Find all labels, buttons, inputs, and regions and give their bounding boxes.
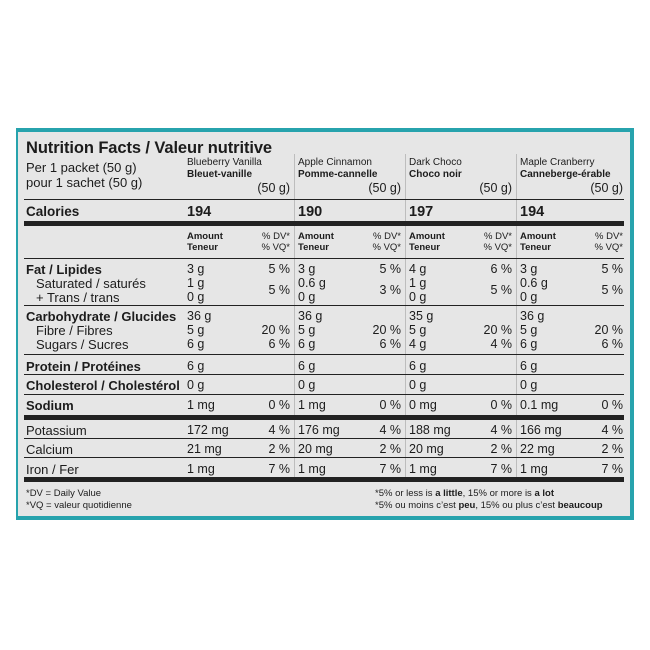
- sodium-value: 0.1 mg: [520, 398, 559, 412]
- saturated-trans-percent: 5 %: [268, 283, 290, 297]
- fat-rule: [24, 305, 624, 306]
- row-label-carbohydrate: Carbohydrate / Glucides: [26, 309, 177, 324]
- saturated-trans-percent: 5 %: [490, 283, 512, 297]
- header-teneur: Teneur: [187, 242, 218, 253]
- sugars-percent: 6 %: [379, 337, 401, 351]
- fat-value: 3 g: [520, 262, 538, 276]
- header-rule: [24, 258, 624, 259]
- product-serving-grams: (50 g): [257, 181, 290, 195]
- header-dv: % DV*: [484, 231, 512, 242]
- saturated-value: 0.6 g: [520, 276, 548, 290]
- potassium-value: 188 mg: [409, 423, 451, 437]
- fat-percent: 5 %: [601, 262, 623, 276]
- potassium-value: 166 mg: [520, 423, 562, 437]
- iron-value: 1 mg: [409, 462, 437, 476]
- iron-value: 1 mg: [298, 462, 326, 476]
- row-label-protein: Protein / Protéines: [26, 359, 141, 374]
- row-label-fibre: Fibre / Fibres: [36, 323, 113, 338]
- saturated-trans-percent: 5 %: [601, 283, 623, 297]
- header-vq: % VQ*: [372, 242, 401, 253]
- iron-value: 1 mg: [520, 462, 548, 476]
- calcium-percent: 2 %: [268, 442, 290, 456]
- sodium-percent: 0 %: [379, 398, 401, 412]
- fibre-percent: 20 %: [594, 323, 623, 337]
- fat-value: 3 g: [187, 262, 205, 276]
- product-name-fr: Bleuet-vanille: [187, 169, 253, 180]
- iron-value: 1 mg: [187, 462, 215, 476]
- header-amount: Amount: [298, 231, 334, 242]
- row-label-sodium: Sodium: [26, 398, 74, 413]
- sugars-value: 6 g: [187, 337, 205, 351]
- calcium-rule: [24, 457, 624, 458]
- column-divider: [516, 154, 517, 478]
- potassium-percent: 4 %: [379, 423, 401, 437]
- sugars-value: 6 g: [298, 337, 316, 351]
- fat-value: 4 g: [409, 262, 427, 276]
- sodium-value: 1 mg: [298, 398, 326, 412]
- row-label-iron: Iron / Fer: [26, 462, 79, 477]
- fat-percent: 6 %: [490, 262, 512, 276]
- potassium-percent: 4 %: [490, 423, 512, 437]
- fibre-value: 5 g: [298, 323, 316, 337]
- product-name-en: Apple Cinnamon: [298, 157, 372, 168]
- calories-value: 197: [409, 204, 434, 220]
- header-amount: Amount: [187, 231, 223, 242]
- row-label-calcium: Calcium: [26, 442, 73, 457]
- protein-rule: [24, 374, 624, 375]
- potassium-percent: 4 %: [601, 423, 623, 437]
- product-name-en: Maple Cranberry: [520, 157, 595, 168]
- calcium-percent: 2 %: [601, 442, 623, 456]
- fibre-percent: 20 %: [483, 323, 512, 337]
- protein-value: 6 g: [187, 359, 205, 373]
- sodium-percent: 0 %: [490, 398, 512, 412]
- cholesterol-value: 0 g: [520, 378, 538, 392]
- sodium-value: 1 mg: [187, 398, 215, 412]
- calories-value: 194: [187, 204, 212, 220]
- serving-size-en: Per 1 packet (50 g): [26, 160, 137, 175]
- protein-value: 6 g: [409, 359, 427, 373]
- serving-size-fr: pour 1 sachet (50 g): [26, 175, 143, 190]
- header-teneur: Teneur: [409, 242, 440, 253]
- product-name-en: Blueberry Vanilla: [187, 157, 262, 168]
- protein-value: 6 g: [520, 359, 538, 373]
- fibre-percent: 20 %: [372, 323, 401, 337]
- row-label-cholesterol: Cholesterol / Cholestérol: [26, 378, 180, 393]
- calcium-percent: 2 %: [379, 442, 401, 456]
- iron-percent: 7 %: [490, 462, 512, 476]
- carbohydrate-value: 36 g: [298, 309, 323, 323]
- header-amount: Amount: [520, 231, 556, 242]
- potassium-value: 176 mg: [298, 423, 340, 437]
- fat-percent: 5 %: [268, 262, 290, 276]
- trans-value: 0 g: [187, 290, 205, 304]
- column-divider: [405, 154, 406, 478]
- product-name-fr: Canneberge-érable: [520, 169, 611, 180]
- header-vq: % VQ*: [261, 242, 290, 253]
- fat-percent: 5 %: [379, 262, 401, 276]
- saturated-value: 1 g: [409, 276, 427, 290]
- footnote-dv: *DV = Daily Value: [26, 488, 102, 499]
- potassium-percent: 4 %: [268, 423, 290, 437]
- row-label-sugars: Sugars / Sucres: [36, 337, 129, 352]
- row-label-potassium: Potassium: [26, 423, 87, 438]
- fat-value: 3 g: [298, 262, 316, 276]
- sodium-thick-rule: [24, 415, 624, 420]
- row-label-trans: + Trans / trans: [36, 290, 120, 305]
- header-dv: % DV*: [262, 231, 290, 242]
- cholesterol-rule: [24, 394, 624, 395]
- header-amount: Amount: [409, 231, 445, 242]
- product-serving-grams: (50 g): [479, 181, 512, 195]
- trans-value: 0 g: [520, 290, 538, 304]
- saturated-value: 1 g: [187, 276, 205, 290]
- product-serving-grams: (50 g): [590, 181, 623, 195]
- saturated-trans-percent: 3 %: [379, 283, 401, 297]
- serving-rule: [24, 199, 624, 200]
- calories-thick-rule: [24, 221, 624, 226]
- header-vq: % VQ*: [594, 242, 623, 253]
- carbohydrate-value: 36 g: [520, 309, 545, 323]
- footnote-percent-fr: *5% ou moins c’est peu, 15% ou plus c’est beaucoup: [375, 500, 603, 511]
- protein-value: 6 g: [298, 359, 316, 373]
- iron-thick-rule: [24, 477, 624, 482]
- sugars-percent: 6 %: [268, 337, 290, 351]
- iron-percent: 7 %: [601, 462, 623, 476]
- header-vq: % VQ*: [483, 242, 512, 253]
- column-divider: [294, 154, 295, 478]
- carbohydrate-rule: [24, 354, 624, 355]
- calcium-percent: 2 %: [490, 442, 512, 456]
- cholesterol-value: 0 g: [187, 378, 205, 392]
- fibre-value: 5 g: [520, 323, 538, 337]
- product-name-fr: Choco noir: [409, 169, 462, 180]
- trans-value: 0 g: [409, 290, 427, 304]
- carbohydrate-value: 36 g: [187, 309, 212, 323]
- header-dv: % DV*: [373, 231, 401, 242]
- row-label-fat: Fat / Lipides: [26, 262, 102, 277]
- iron-percent: 7 %: [268, 462, 290, 476]
- cholesterol-value: 0 g: [409, 378, 427, 392]
- calcium-value: 21 mg: [187, 442, 222, 456]
- calcium-value: 22 mg: [520, 442, 555, 456]
- carbohydrate-value: 35 g: [409, 309, 434, 323]
- header-teneur: Teneur: [298, 242, 329, 253]
- product-name-en: Dark Choco: [409, 157, 462, 168]
- sodium-percent: 0 %: [268, 398, 290, 412]
- sugars-value: 4 g: [409, 337, 427, 351]
- sugars-value: 6 g: [520, 337, 538, 351]
- nutrition-facts-panel: [18, 132, 630, 516]
- fibre-value: 5 g: [187, 323, 205, 337]
- sodium-percent: 0 %: [601, 398, 623, 412]
- calories-value: 194: [520, 204, 545, 220]
- cholesterol-value: 0 g: [298, 378, 316, 392]
- calcium-value: 20 mg: [409, 442, 444, 456]
- calories-value: 190: [298, 204, 323, 220]
- label-title: Nutrition Facts / Valeur nutritive: [26, 139, 272, 157]
- row-label-calories: Calories: [26, 204, 80, 219]
- fibre-percent: 20 %: [261, 323, 290, 337]
- product-serving-grams: (50 g): [368, 181, 401, 195]
- footnote-vq: *VQ = valeur quotidienne: [26, 500, 132, 511]
- product-name-fr: Pomme-cannelle: [298, 169, 378, 180]
- iron-percent: 7 %: [379, 462, 401, 476]
- footnote-percent-en: *5% or less is a little, 15% or more is a lot: [375, 488, 554, 499]
- fibre-value: 5 g: [409, 323, 427, 337]
- potassium-rule: [24, 438, 624, 439]
- sodium-value: 0 mg: [409, 398, 437, 412]
- header-dv: % DV*: [595, 231, 623, 242]
- saturated-value: 0.6 g: [298, 276, 326, 290]
- header-teneur: Teneur: [520, 242, 551, 253]
- row-label-saturated: Saturated / saturés: [36, 276, 146, 291]
- trans-value: 0 g: [298, 290, 316, 304]
- potassium-value: 172 mg: [187, 423, 229, 437]
- sugars-percent: 6 %: [601, 337, 623, 351]
- sugars-percent: 4 %: [490, 337, 512, 351]
- calcium-value: 20 mg: [298, 442, 333, 456]
